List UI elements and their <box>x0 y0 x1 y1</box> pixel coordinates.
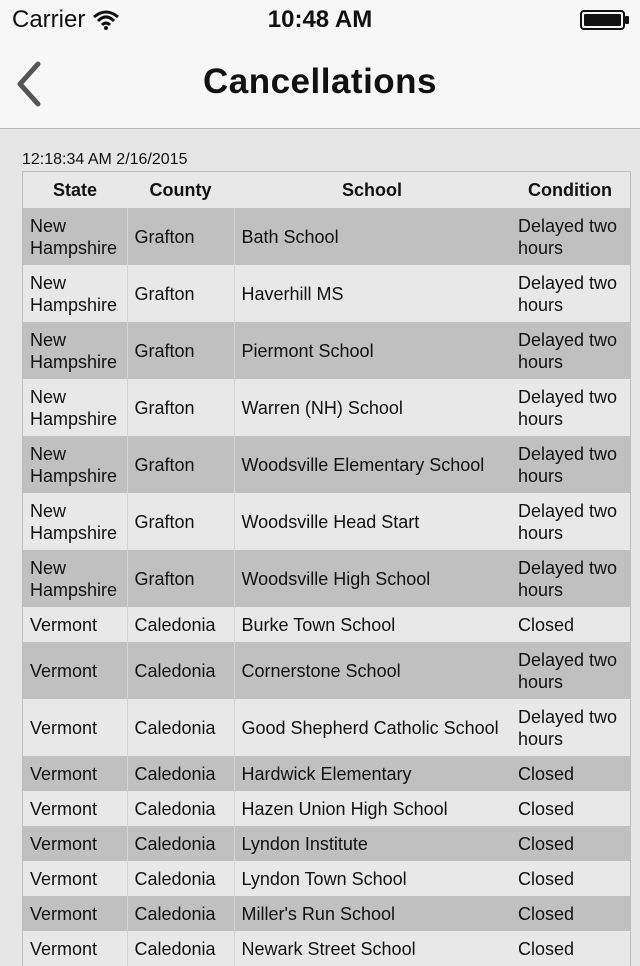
cond-cell: Closed <box>510 756 630 791</box>
county-cell: Caledonia <box>127 607 234 642</box>
state-cell: New Hampshire <box>23 322 127 379</box>
county-cell: Caledonia <box>127 826 234 861</box>
table-row[interactable] <box>23 265 630 322</box>
cond-cell: Closed <box>510 861 630 896</box>
school-cell: Hazen Union High School <box>234 791 510 826</box>
school-cell: Lyndon Town School <box>234 861 510 896</box>
header-state: State <box>23 172 127 208</box>
state-cell: Vermont <box>23 791 127 826</box>
cond-cell: Closed <box>510 607 630 642</box>
table-row[interactable] <box>23 493 630 550</box>
cond-cell: Delayed two hours <box>510 699 630 756</box>
school-cell: Cornerstone School <box>234 642 510 699</box>
table-row[interactable] <box>23 550 630 607</box>
county-cell: Grafton <box>127 265 234 322</box>
cond-cell: Closed <box>510 791 630 826</box>
header-condition: Condition <box>510 172 630 208</box>
status-bar <box>0 0 640 40</box>
table-row[interactable] <box>23 208 630 265</box>
cond-cell: Delayed two hours <box>510 550 630 607</box>
cond-cell: Delayed two hours <box>510 322 630 379</box>
table-row[interactable] <box>23 791 630 826</box>
school-cell: Hardwick Elementary <box>234 756 510 791</box>
state-cell: Vermont <box>23 607 127 642</box>
page-title: Cancellations <box>202 62 438 101</box>
county-cell: Grafton <box>127 436 234 493</box>
table-row[interactable] <box>23 379 630 436</box>
navigation-bar <box>0 40 640 129</box>
state-cell: Vermont <box>23 699 127 756</box>
content-area[interactable] <box>0 129 640 960</box>
county-cell: Grafton <box>127 208 234 265</box>
cond-cell: Closed <box>510 826 630 861</box>
county-cell: Caledonia <box>127 642 234 699</box>
school-cell: Woodsville Head Start <box>234 493 510 550</box>
cond-cell: Delayed two hours <box>510 379 630 436</box>
last-updated-timestamp: 12:18:34 AM 2/16/2015 <box>22 151 188 168</box>
table-row[interactable] <box>23 436 630 493</box>
county-cell: Caledonia <box>127 791 234 826</box>
cond-cell: Delayed two hours <box>510 493 630 550</box>
state-cell: Vermont <box>23 931 127 966</box>
cond-cell: Delayed two hours <box>510 208 630 265</box>
state-cell: New Hampshire <box>23 493 127 550</box>
cond-cell: Delayed two hours <box>510 265 630 322</box>
table-row[interactable] <box>23 861 630 896</box>
table-row[interactable] <box>23 699 630 756</box>
county-cell: Grafton <box>127 322 234 379</box>
header-county: County <box>127 172 234 208</box>
state-cell: New Hampshire <box>23 550 127 607</box>
table-row[interactable] <box>23 642 630 699</box>
county-cell: Grafton <box>127 493 234 550</box>
cancellations-table <box>22 171 631 966</box>
state-cell: New Hampshire <box>23 436 127 493</box>
school-cell: Haverhill MS <box>234 265 510 322</box>
state-cell: New Hampshire <box>23 379 127 436</box>
table-row[interactable] <box>23 756 630 791</box>
cond-cell: Closed <box>510 896 630 931</box>
header-school: School <box>234 172 510 208</box>
table-header-row <box>23 172 630 208</box>
state-cell: Vermont <box>23 642 127 699</box>
county-cell: Grafton <box>127 550 234 607</box>
county-cell: Caledonia <box>127 931 234 966</box>
carrier-label: Carrier <box>12 6 86 33</box>
state-cell: Vermont <box>23 826 127 861</box>
state-cell: New Hampshire <box>23 208 127 265</box>
battery-icon <box>580 10 630 30</box>
school-cell: Newark Street School <box>234 931 510 966</box>
school-cell: Lyndon Institute <box>234 826 510 861</box>
table-row[interactable] <box>23 896 630 931</box>
state-cell: Vermont <box>23 896 127 931</box>
county-cell: Caledonia <box>127 756 234 791</box>
county-cell: Caledonia <box>127 896 234 931</box>
county-cell: Grafton <box>127 379 234 436</box>
state-cell: Vermont <box>23 861 127 896</box>
school-cell: Woodsville High School <box>234 550 510 607</box>
table-row[interactable] <box>23 826 630 861</box>
state-cell: New Hampshire <box>23 265 127 322</box>
county-cell: Caledonia <box>127 699 234 756</box>
school-cell: Burke Town School <box>234 607 510 642</box>
status-time: 10:48 AM <box>267 6 373 33</box>
cond-cell: Delayed two hours <box>510 436 630 493</box>
table-row[interactable] <box>23 607 630 642</box>
school-cell: Good Shepherd Catholic School <box>234 699 510 756</box>
cond-cell: Delayed two hours <box>510 642 630 699</box>
school-cell: Bath School <box>234 208 510 265</box>
school-cell: Woodsville Elementary School <box>234 436 510 493</box>
table-body <box>23 208 630 966</box>
school-cell: Miller's Run School <box>234 896 510 931</box>
cond-cell: Closed <box>510 931 630 966</box>
school-cell: Piermont School <box>234 322 510 379</box>
school-cell: Warren (NH) School <box>234 379 510 436</box>
table-row[interactable] <box>23 931 630 966</box>
county-cell: Caledonia <box>127 861 234 896</box>
table-row[interactable] <box>23 322 630 379</box>
state-cell: Vermont <box>23 756 127 791</box>
